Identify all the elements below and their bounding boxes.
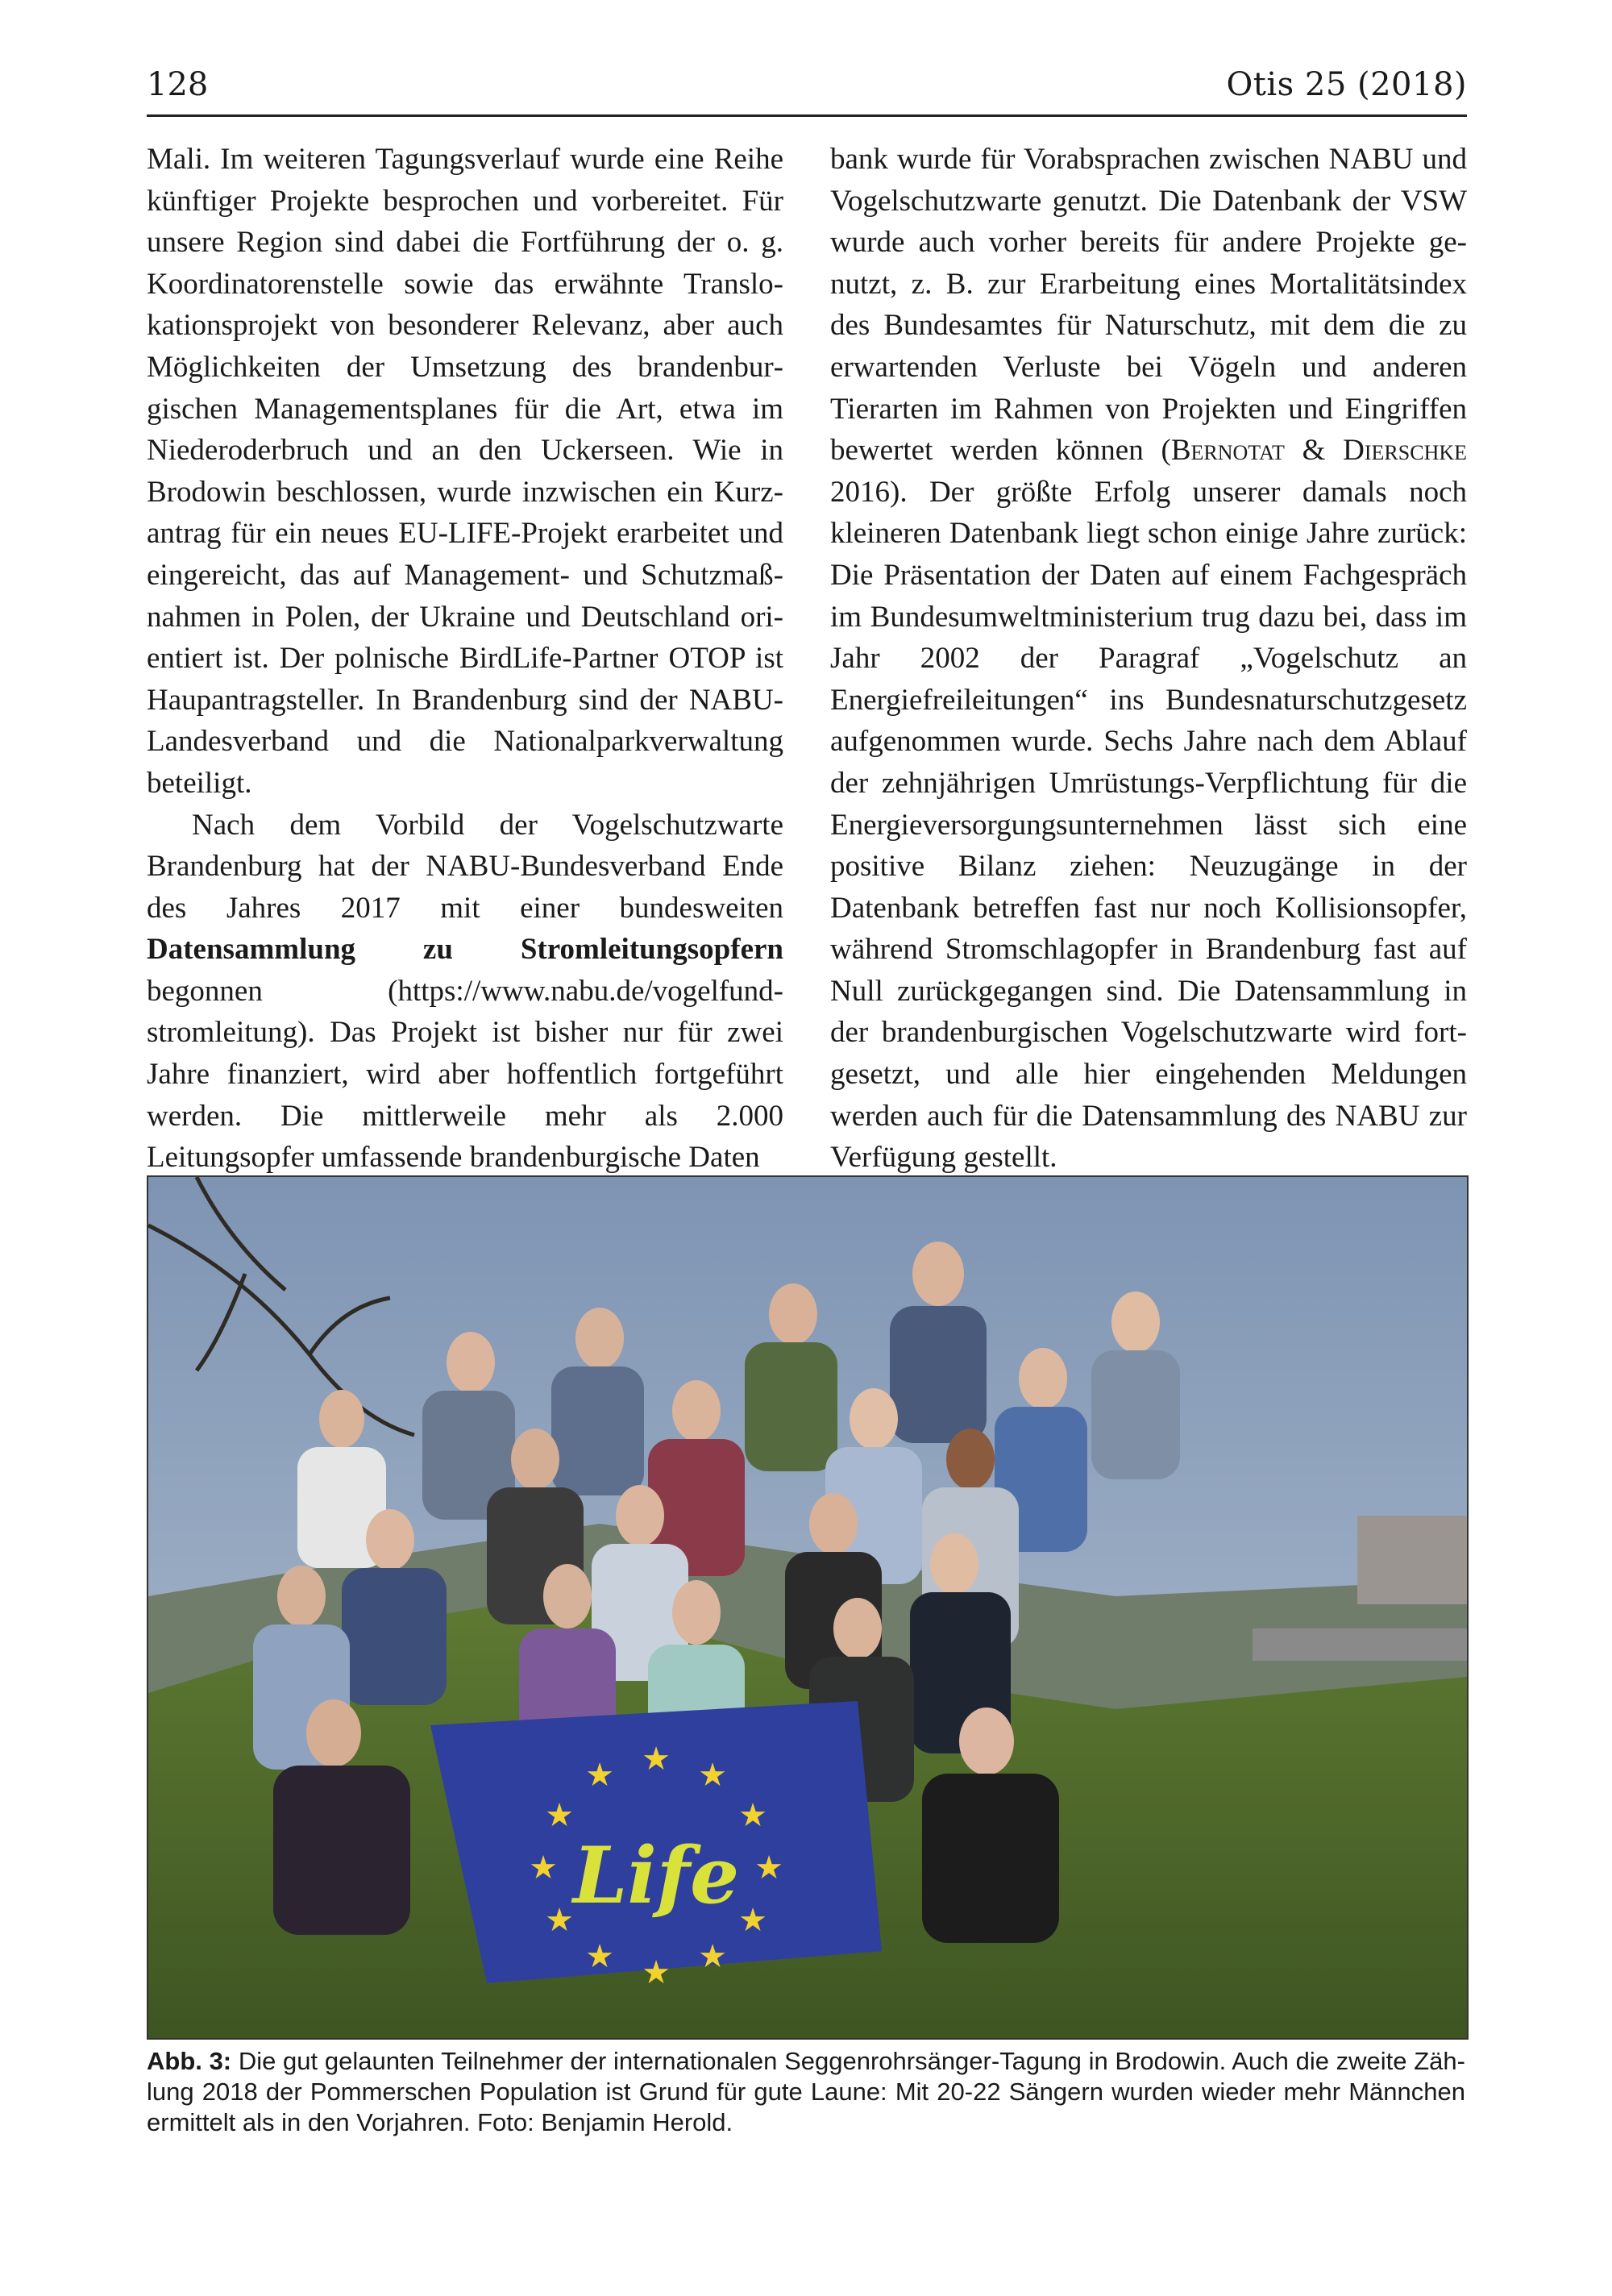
flag-star: ★ — [585, 1938, 614, 1975]
flag-star: ★ — [642, 1954, 671, 1991]
flag-star: ★ — [738, 1902, 767, 1939]
flag-star: ★ — [545, 1797, 574, 1834]
bold-term: Datensammlung zu Stromleitungsopfern — [147, 933, 783, 967]
flag-star: ★ — [698, 1938, 727, 1975]
life-flag — [430, 1701, 882, 1991]
flag-star: ★ — [529, 1849, 558, 1886]
left-paragraph-2 — [147, 805, 783, 1179]
left-paragraph-2-end: begonnen (https://www.nabu.de/vogelfund-stromleitung). Das Projekt ist bisher nur für zwei Jahre finanziert, wird aber hoffentlich fortgeführt werden. Die mittlerweile mehr als 2.000 Leitungsopfer umfassende brandenburgische Daten — [147, 974, 783, 1175]
figure-caption — [147, 2046, 1465, 2138]
fence-right — [1357, 1516, 1467, 1604]
flag-star: ★ — [545, 1902, 574, 1939]
caption-text: Die gut gelaunten Teilnehmer der internationalen Seggenrohrsänger-Tagung in Brodowin. Auch die zweite Zählung 2018 der Pommerschen Population ist Grund für gute Laune: Mit 20-22 Sängern wurden wieder mehr Männchen ermittelt als in den Vorjahren. Foto: Benjamin Herold. — [147, 2047, 1465, 2136]
journal-reference: Otis 25 (2018) — [1226, 66, 1467, 103]
flag-star: ★ — [585, 1757, 614, 1794]
left-paragraph-1: Mali. Im weiteren Tagungsverlauf wurde eine Reihe künftiger Projekte besprochen und vorbereitet. Für unsere Region sind dabei die Fortführung der o. g. Koordinatorenstelle sowie das erwähnte Translokationsprojekt von besonderer Relevanz, aber auch Möglichkeiten der Umsetzung des brandenburgischen Managementsplanes für die Art, etwa im Niederoderbruch und an den Uckerseen. Wie in Brodowin beschlossen, wurde inzwischen ein Kurzantrag für ein neues EU-LIFE-Projekt erarbeitet und eingereicht, das auf Management- und Schutzmaßnahmen in Polen, der Ukraine und Deutschland orientiert ist. Der polnische BirdLife-Partner OTOP ist Haupantragsteller. In Brandenburg sind der NABU-Landesverband und die Nationalparkverwaltung beteiligt. — [147, 143, 783, 800]
left-paragraph-2-start: Nach dem Vorbild der Vogelschutzwarte Brandenburg hat der NABU-Bundesverband Ende des Jahres 2017 mit einer bundesweiten — [147, 808, 783, 925]
wall-right — [1253, 1628, 1467, 1661]
citation-author-2: Dierschke — [1343, 434, 1468, 468]
caption-label: Abb. 3: — [147, 2047, 232, 2075]
flag-star: ★ — [738, 1797, 767, 1834]
right-paragraph-1-start: bank wurde für Vorabsprachen zwischen NABU und Vogelschutzwarte genutzt. Die Datenbank der VSW wurde auch vorher bereits für andere Projekte genutzt, z. B. zur Erarbeitung eines Mortalitätsindex des Bundesamtes für Naturschutz, mit dem die zu erwartenden Verluste bei Vögeln und anderen Tierarten im Rahmen von Projekten und Eingriffen bewertet werden können ( — [830, 143, 1467, 468]
right-paragraph-1-end: ). Der größte Erfolg unserer damals noch kleineren Datenbank liegt schon einige Jahre zurück: Die Präsentation der Daten auf einem Fachgespräch im Bundesumweltministerium trug dazu bei, dass im Jahr 2002 der Paragraf „Vogelschutz an Energiefreileitungen“ ins Bundesnaturschutzgesetz aufgenommen wurde. Sechs Jahre nach dem Ablauf der zehnjährigen Umrüstungs-Verpflichtung für die Energieversorgungsunternehmen lässt sich eine positive Bilanz ziehen: Neuzugänge in der Datenbank betreffen fast nur noch Kollisionsopfer, während Stromschlagopfer in Brandenburg fast auf Null zurückgegangen sind. Die Datensammlung in der brandenburgischen Vogelschutzwarte wird fortgesetzt, und alle hier eingehenden Meldungen werden auch für die Datensammlung des NABU zur Verfügung gestellt. — [830, 475, 1467, 1175]
page-header — [147, 66, 1467, 117]
citation-ampersand: & — [1284, 434, 1344, 468]
flag-life-text: Life — [572, 1830, 740, 1921]
citation-year: 2016 — [830, 475, 890, 509]
left-column — [147, 139, 783, 1179]
group-photo — [147, 1175, 1469, 2040]
page-number: 128 — [147, 66, 209, 103]
citation-author-1: Bernotat — [1170, 434, 1285, 468]
right-column — [830, 139, 1467, 1179]
flag-star: ★ — [754, 1849, 783, 1886]
flag-star: ★ — [698, 1757, 727, 1794]
right-paragraph-1 — [830, 139, 1467, 1179]
flag-star: ★ — [642, 1741, 671, 1778]
